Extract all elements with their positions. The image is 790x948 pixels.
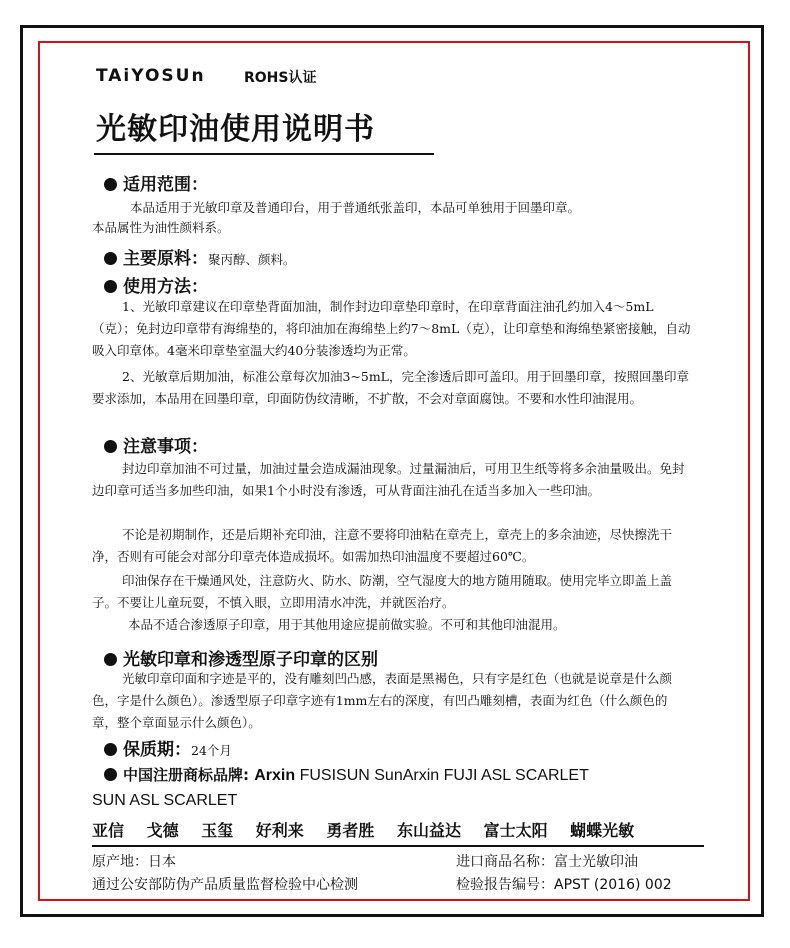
footer-divider — [92, 845, 704, 847]
trademark-latin-rest: FUSISUN SunArxin FUJI ASL SCARLET — [295, 767, 589, 784]
cn-brand-item: 勇者胜 — [326, 821, 375, 840]
origin-label: 原产地：日本 — [92, 854, 176, 870]
report-number-label: 检验报告编号：APST (2016) 002 — [456, 877, 672, 893]
section-heading-materials: 主要原料：聚丙醇、颜料。 — [104, 244, 296, 269]
usage-paragraph-2: 2、光敏章后期加油，标准公章每次加油3~5mL，完全渗透后即可盖印。用于回墨印章，按照回墨印章要求添加，本品用在回墨印章，印面防伪纹清晰，不扩散，不会对章面腐蚀。不要和水性印油混用。 — [92, 369, 689, 406]
brand-logo: TAiYOSUn — [96, 66, 206, 86]
bullet-icon — [104, 440, 117, 453]
notes-paragraph-1: 封边印章加油不可过量，加油过量会造成漏油现象。过量漏油后，可用卫生纸等将多余油量吸出。免封边印章可适当多加些印油，如果1个小时没有渗透，可从背面注油孔在适当多加入一些印油。 — [92, 461, 685, 498]
bullet-icon — [104, 252, 117, 265]
usage-paragraph-1: 1、光敏印章建议在印章垫背面加油，制作封边印章垫印章时，在印章背面注油孔约加入4～5mL（克）；免封边印章带有海绵垫的，将印油加在海绵垫上约7～8mL（克），让印章垫和海绵垫紧密接触，自动吸入印章体。4毫米印章垫室温大约40分装渗透均为正常。 — [92, 299, 691, 358]
scope-text-line2: 本品属性为油性颜料系。 — [92, 220, 230, 235]
section-heading-scope: 适用范围： — [104, 170, 208, 195]
scope-text-line1: 本品适用于光敏印章及普通印台，用于普通纸张盖印，本品可单独用于回墨印章。 — [130, 200, 581, 215]
materials-value: 聚丙醇、颜料。 — [208, 252, 296, 267]
cn-brand-item: 戈德 — [146, 821, 179, 840]
section-heading-notes: 注意事项： — [104, 432, 208, 457]
cn-brand-item: 好利来 — [255, 821, 304, 840]
notes-paragraph-4: 本品不适合渗透原子印章，用于其他用途应提前做实验。不可和其他印油混用。 — [128, 617, 566, 632]
trademark-latin-line1 — [254, 767, 589, 784]
bullet-icon — [104, 653, 117, 666]
chinese-brand-list — [92, 818, 651, 841]
notes-paragraph-3: 印油保存在干燥通风处，注意防火、防水、防潮，空气湿度大的地方随用随取。使用完毕立即盖上盖子。不要让儿童玩耍，不慎入眼，立即用清水冲洗，并就医治疗。 — [92, 573, 673, 610]
cn-brand-item: 富士太阳 — [483, 821, 548, 840]
difference-paragraph: 光敏印章印面和字迹是平的，没有雕刻凹凸感，表面是黑褐色，只有字是红色（也就是说章是什么颜色，字是什么颜色）。渗透型原子印章字迹有1mm左右的深度，有凹凸雕刻槽，表面为红色（什么颜色的章，整个章面显示什么颜色）。 — [92, 671, 673, 730]
notes-paragraph-2: 不论是初期制作，还是后期补充印油，注意不要将印油粘在章壳上，章壳上的多余油迹，尽快擦洗干净，否则有可能会对部分印章壳体造成损坏。如需加热印油温度不要超过60℃。 — [92, 527, 673, 564]
bullet-icon — [104, 743, 117, 756]
cn-brand-item: 亚信 — [92, 821, 125, 840]
trademark-latin-line2: SUN ASL SCARLET — [92, 792, 238, 809]
bullet-icon — [104, 280, 117, 293]
rohs-cert-label: ROHS认证 — [244, 70, 317, 86]
section-heading-shelf-life: 保质期：24个月 — [104, 735, 232, 760]
section-heading-usage: 使用方法： — [104, 272, 208, 297]
page-title: 光敏印油使用说明书 — [96, 112, 375, 147]
product-name-label: 进口商品名称：富士光敏印油 — [456, 854, 638, 870]
section-heading-difference: 光敏印章和渗透型原子印章的区别 — [104, 645, 378, 670]
shelf-life-value: 24个月 — [191, 743, 232, 758]
bullet-icon — [104, 768, 117, 781]
section-heading-trademarks: 中国注册商标品牌: Arxin FUSISUN SunArxin FUJI ASL SCARLET — [104, 764, 589, 785]
inspection-label: 通过公安部防伪产品质量监督检验中心检测 — [92, 877, 358, 893]
cn-brand-item: 东山益达 — [396, 821, 461, 840]
cn-brand-item: 蝴蝶光敏 — [570, 821, 635, 840]
bullet-icon — [104, 178, 117, 191]
title-underline — [94, 153, 434, 155]
cn-brand-item: 玉玺 — [201, 821, 234, 840]
trademark-arxin: Arxin — [254, 767, 296, 784]
